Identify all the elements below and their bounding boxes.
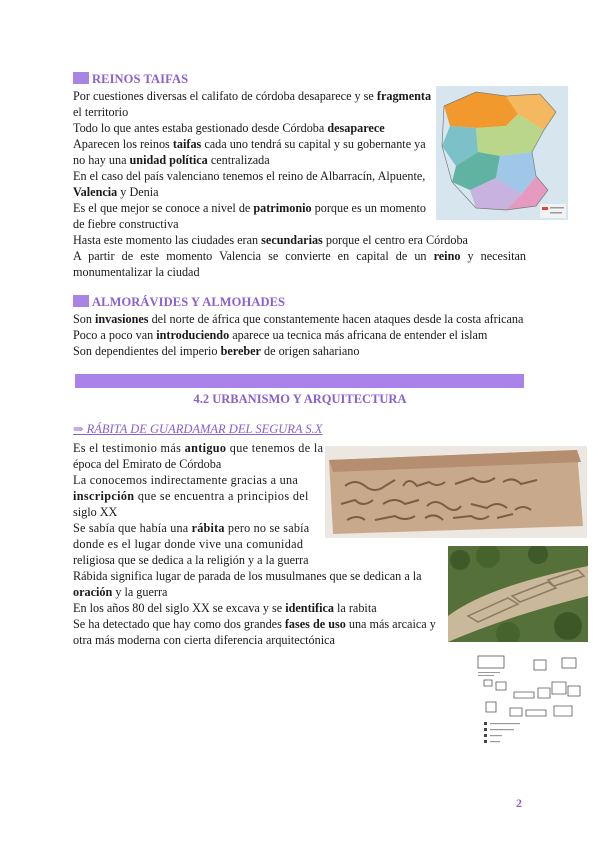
taifas-line-6: En el caso del país valenciano tenemos el reino de Albarracín, Alpuente, <box>73 169 426 183</box>
taifas-line-9: de fiebre constructiva <box>73 217 179 231</box>
heading-marker <box>73 72 89 84</box>
section-band <box>75 374 524 388</box>
section-title: 4.2 URBANISMO Y ARQUITECTURA <box>193 392 407 406</box>
taifas-line-2: el territorio <box>73 105 129 119</box>
taifas-line-4: Aparecen los reinos taifas cada uno tendrá su capital y su gobernante ya <box>73 137 426 151</box>
rabita-line-9: Rábida significa lugar de parada de los musulmanes que se dedican a la <box>73 569 422 583</box>
page-number: 2 <box>516 796 522 810</box>
inscription-stone-drawing <box>325 446 587 538</box>
almoravides-line-1: Son invasiones del norte de áfrica que constantemente hacen ataques desde la costa africana <box>73 312 524 326</box>
inscription-stone-image <box>325 446 587 538</box>
taifas-line-5: no hay una unidad política centralizada <box>73 153 270 167</box>
taifas-line-1: Por cuestiones diversas el califato de córdoba desaparece y se fragmenta <box>73 89 432 103</box>
taifas-line-10: Hasta este momento las ciudades eran secundarias porque el centro era Córdoba <box>73 233 468 247</box>
rabita-line-2: época del Emirato de Córdoba <box>73 457 222 471</box>
rabita-line-4: inscripción que se encuentra a principios del <box>73 489 309 503</box>
taifas-line-11: A partir de este momento Valencia se convierte en capital de un reino y necesitan monumentalizar la ciudad <box>73 249 526 279</box>
rabita-line-8: religiosa que se dedica a la religión y a la guerra <box>73 553 309 567</box>
rabita-site-plan-drawing <box>474 652 586 758</box>
taifas-map-image <box>436 86 568 220</box>
rabita-line-3: La conocemos indirectamente gracias a una <box>73 473 299 487</box>
rabita-heading: ⇒ RÁBITA DE GUARDAMAR DEL SEGURA S.X <box>73 422 323 436</box>
rabita-aerial-drawing <box>448 546 588 642</box>
rabita-site-plan <box>474 652 586 758</box>
rabita-line-5: siglo XX <box>73 505 118 519</box>
rabita-line-13: otra más moderna con cierta diferencia arquitectónica <box>73 633 335 647</box>
rabita-line-1: Es el testimonio más antiguo que tenemos de la <box>73 441 324 455</box>
almoravides-line-3: Son dependientes del imperio bereber de origen sahariano <box>73 344 360 358</box>
rabita-line-10: oración y la guerra <box>73 585 168 599</box>
almoravides-heading: ALMORÁVIDES Y ALMOHADES <box>73 295 285 310</box>
rabita-aerial-photo <box>448 546 588 642</box>
rabita-line-7: donde es el lugar donde vive una comunidad <box>73 537 304 551</box>
almoravides-line-2: Poco a poco van introduciendo aparece ua tecnica más africana de entender el islam <box>73 328 488 342</box>
taifas-map-drawing <box>436 86 568 220</box>
taifas-line-7: Valencia y Denia <box>73 185 159 199</box>
taifas-line-3: Todo lo que antes estaba gestionado desde Córdoba desaparece <box>73 121 385 135</box>
rabita-line-12: Se ha detectado que hay como dos grandes fases de uso una más arcaica y <box>73 617 436 631</box>
taifas-heading: REINOS TAIFAS <box>73 72 188 87</box>
heading-marker <box>73 295 89 307</box>
taifas-line-8: Es el que mejor se conoce a nivel de patrimonio porque es un momento <box>73 201 427 215</box>
rabita-line-11: En los años 80 del siglo XX se excava y se identifica la rabita <box>73 601 377 615</box>
rabita-line-6: Se sabía que había una rábita pero no se sabía <box>73 521 310 535</box>
